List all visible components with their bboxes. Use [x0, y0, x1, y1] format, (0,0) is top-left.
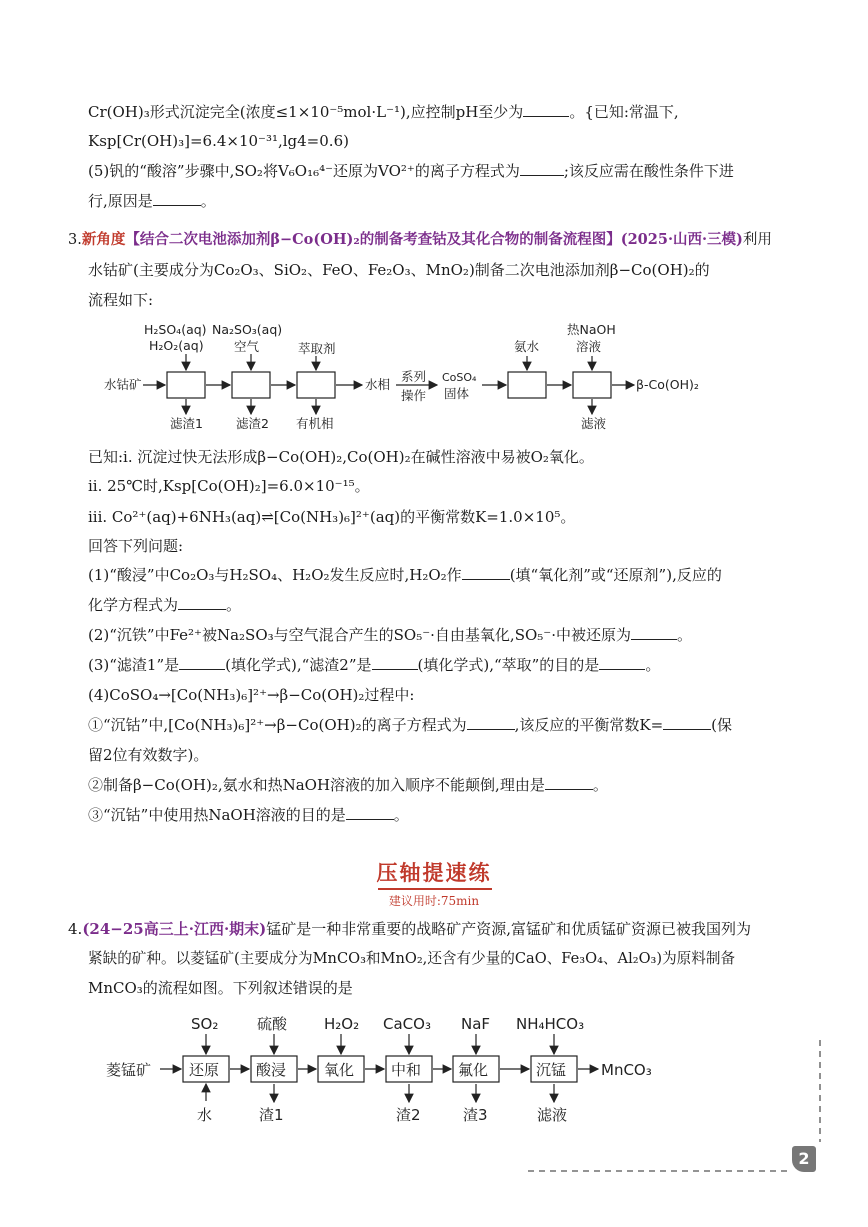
answer-blank [599, 655, 645, 670]
text-line [88, 506, 575, 528]
text-line [88, 977, 353, 999]
text: (填化学式),“萃取”的目的是 [417, 656, 600, 674]
flow1-top5b: 溶液 [576, 339, 602, 354]
text-line [88, 744, 208, 766]
flow1-top1b: H₂O₂(aq) [149, 338, 204, 353]
text: 紧缺的矿种。以菱锰矿(主要成分为MnCO₃和MnO₂,还含有少量的CaO、Fe₃O₄、Al₂O₃)为原料制备 [88, 950, 736, 967]
text: 。 [226, 596, 242, 614]
flow2-end: MnCO₃ [601, 1061, 652, 1079]
answer-blank [545, 775, 593, 790]
flow1-mid1: 水相 [365, 377, 391, 392]
flow1-top2b: 空气 [234, 339, 260, 354]
text-line [88, 774, 608, 796]
text-line [88, 624, 692, 646]
question-number: 3. [68, 232, 82, 248]
text: 水钴矿(主要成分为Co₂O₃、SiO₂、FeO、Fe₂O₃、MnO₂)制备二次电池添加剂β−Co(OH)₂的 [88, 261, 710, 279]
flow1-bot5: 滤液 [581, 416, 607, 431]
text: 化学方程式为 [88, 596, 179, 614]
text: Ksp[Cr(OH)₃]=6.4×10⁻³¹,lg4=0.6) [88, 132, 349, 150]
source-tag: (2025·山西·三模) [620, 231, 743, 248]
text: ②制备β−Co(OH)₂,氨水和热NaOH溶液的加入顺序不能颠倒,理由是 [88, 776, 545, 794]
text-line [88, 948, 735, 970]
flow2-bot-4: 渣2 [396, 1106, 421, 1124]
topic-tag: 【结合二次电池添加剂β−Co(OH)₂的制备考查钴及其化合物的制备流程图】 [125, 231, 621, 248]
answer-blank [631, 625, 677, 640]
answer-blank [346, 805, 394, 820]
answer-blank [467, 715, 515, 730]
text-line [88, 564, 722, 586]
flow2-box-label-3: 氧化 [324, 1061, 355, 1079]
new-angle-tag: 新角度 [81, 231, 126, 248]
flow1-top2a: Na₂SO₃(aq) [212, 322, 283, 337]
text: (5)钒的“酸溶”步骤中,SO₂将V₆O₁₆⁴⁻还原为VO²⁺的离子方程式为 [88, 162, 520, 180]
section-title: 压轴提速练 [376, 860, 492, 885]
flow1-box-5 [573, 372, 611, 398]
flow1-box-4 [508, 372, 546, 398]
source-tag: (24−25高三上·江西·期末) [82, 920, 267, 938]
text: 回答下列问题: [88, 537, 184, 555]
text-line [88, 684, 414, 706]
text: 。 [645, 656, 661, 674]
text: ,该反应的平衡常数K= [514, 716, 664, 734]
flow2-top-4: CaCO₃ [383, 1015, 431, 1033]
text: 。 [592, 776, 608, 794]
text-line [88, 446, 594, 468]
flow2-top-6: NH₄HCO₃ [516, 1015, 585, 1033]
text: 行,原因是 [88, 192, 153, 210]
flow1-op-a: 系列 [401, 369, 427, 384]
flow1-top5a: 热NaOH [567, 322, 616, 337]
text: 流程如下: [88, 291, 154, 309]
flow2-top-5: NaF [461, 1015, 491, 1033]
flow1-prod-a: CoSO₄ [442, 371, 477, 384]
page-corner-decoration [528, 1040, 820, 1171]
flow1-prod-b: 固体 [444, 386, 470, 401]
flow1-top4: 氨水 [514, 339, 540, 354]
flow1-op-b: 操作 [401, 388, 427, 403]
text: ③“沉钴”中使用热NaOH溶液的目的是 [88, 806, 346, 824]
text: Cr(OH)₃形式沉淀完全(浓度≤1×10⁻⁵mol·L⁻¹),应控制pH至少为 [88, 103, 524, 121]
question-4-header [68, 918, 751, 940]
text: 留2位有效数字)。 [88, 746, 209, 764]
text-line [88, 594, 241, 616]
flow1-bot1: 滤渣1 [170, 416, 203, 431]
flow1-bot3: 有机相 [296, 416, 334, 431]
flow1-start: 水钴矿 [104, 377, 142, 392]
answer-blank [178, 595, 226, 610]
text: 。 [200, 192, 216, 210]
text: 。{已知:常温下, [569, 103, 679, 121]
text-line [88, 535, 183, 557]
flow2-bot-5: 渣3 [463, 1106, 488, 1124]
text-line [88, 804, 409, 826]
flow2-top-1: SO₂ [191, 1015, 219, 1033]
text-line [88, 654, 660, 676]
text: MnCO₃的流程如图。下列叙述错误的是 [88, 979, 353, 997]
question-number: 4. [68, 920, 83, 938]
text: (2)“沉铁”中Fe²⁺被Na₂SO₃与空气混合产生的SO₅⁻·自由基氧化,SO₅⁻·中被还原为 [88, 626, 631, 644]
answer-blank [179, 655, 225, 670]
flow2-box-label-6: 沉锰 [536, 1061, 567, 1079]
flow2-start: 菱锰矿 [106, 1061, 152, 1079]
flow1-top1a: H₂SO₄(aq) [144, 322, 207, 337]
flow1-bot2: 滤渣2 [236, 416, 269, 431]
section-subtitle: 建议用时:75min [388, 894, 480, 908]
text: 锰矿是一种非常重要的战略矿产资源,富锰矿和优质锰矿资源已被我国列为 [266, 920, 752, 938]
flow2-box-label-5: 氟化 [458, 1061, 489, 1079]
flow2-box-label-1: 还原 [189, 1061, 220, 1079]
flow2-bot-1: 水 [197, 1106, 213, 1124]
flow1-end: β-Co(OH)₂ [636, 377, 699, 392]
text: 。 [676, 626, 692, 644]
flow2-bot-2: 渣1 [259, 1106, 284, 1124]
text-line [88, 475, 370, 497]
text: 已知:i. 沉淀过快无法形成β−Co(OH)₂,Co(OH)₂在碱性溶液中易被O₂氧化。 [88, 448, 594, 466]
text-line [88, 714, 732, 736]
flow2-top-2: 硫酸 [257, 1015, 288, 1033]
answer-blank [663, 715, 711, 730]
flow2-bot-6: 滤液 [537, 1106, 568, 1124]
text: ;该反应需在酸性条件下进 [563, 162, 734, 180]
flow1-box-2 [232, 372, 270, 398]
text: (保 [711, 716, 733, 734]
flow2-box-label-4: 中和 [391, 1061, 422, 1079]
flow1-top3: 萃取剂 [298, 341, 336, 356]
text: (1)“酸浸”中Co₂O₃与H₂SO₄、H₂O₂发生反应时,H₂O₂作 [88, 566, 462, 584]
flow2-top-3: H₂O₂ [324, 1015, 360, 1033]
text: 利用 [742, 232, 772, 248]
flow2-box-label-2: 酸浸 [256, 1061, 287, 1079]
text: ①“沉钴”中,[Co(NH₃)₆]²⁺→β−Co(OH)₂的离子方程式为 [88, 716, 467, 734]
flow1-box-1 [167, 372, 205, 398]
text: iii. Co²⁺(aq)+6NH₃(aq)⇌[Co(NH₃)₆]²⁺(aq)的平衡常数K=1.0×10⁵。 [88, 508, 576, 526]
text: (3)“滤渣1”是 [88, 656, 180, 674]
text: (填“氧化剂”或“还原剂”),反应的 [509, 566, 722, 584]
text: (填化学式),“滤渣2”是 [225, 656, 372, 674]
page-number: 2 [792, 1146, 816, 1172]
section-title-underline [378, 888, 492, 890]
text: (4)CoSO₄→[Co(NH₃)₆]²⁺→β−Co(OH)₂过程中: [88, 686, 415, 704]
text: ii. 25℃时,Ksp[Co(OH)₂]=6.0×10⁻¹⁵。 [88, 477, 370, 495]
answer-blank [372, 655, 418, 670]
text: 。 [393, 806, 409, 824]
flow1-box-3 [297, 372, 335, 398]
answer-blank [462, 565, 510, 580]
